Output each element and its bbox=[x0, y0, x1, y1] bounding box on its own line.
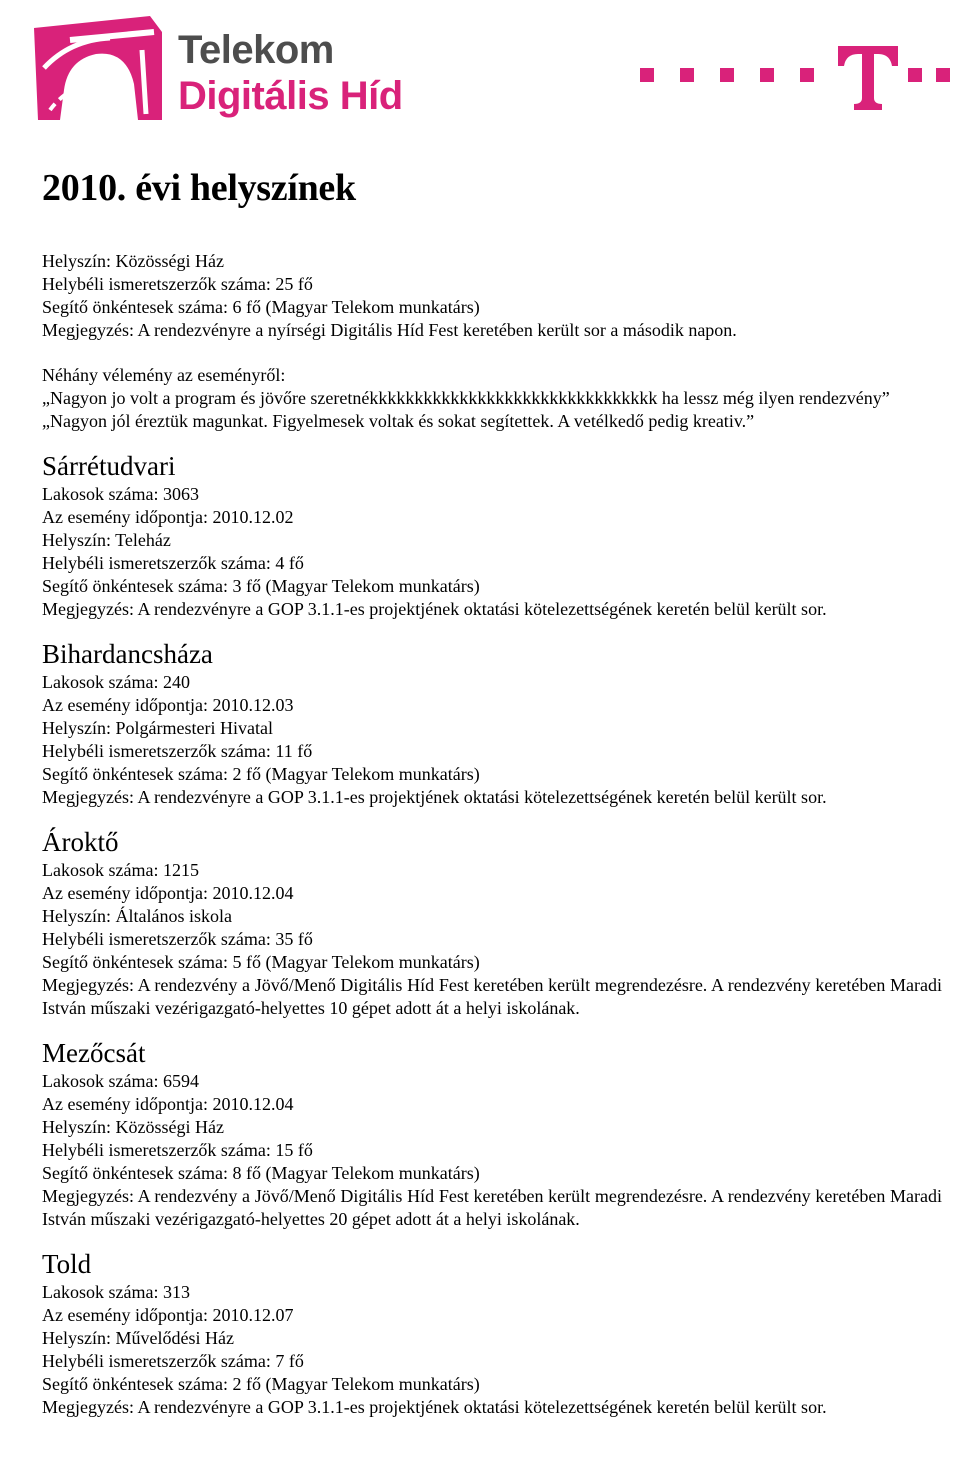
opinion-quote: „Nagyon jo volt a program és jövőre szeretnékkkkkkkkkkkkkkkkkkkkkkkkkkkkkkkk ha lessz még ilyen rendezvény” bbox=[42, 388, 890, 408]
location-megjegyzes: Megjegyzés: A rendezvényre a GOP 3.1.1-es projektjének oktatási kötelezettségének keretén belül került sor. bbox=[42, 787, 827, 807]
location-helybeli: Helybéli ismeretszerzők száma: 35 fő bbox=[42, 929, 313, 949]
location-name: Told bbox=[42, 1249, 92, 1279]
location-megjegyzes: Megjegyzés: A rendezvény a Jövő/Menő Digitális Híd Fest keretében került megrendezésre. A rendezvény keretében Maradi István műszaki vezérigazgató-helyettes 20 gépet adott át a helyi iskolának. bbox=[42, 1186, 942, 1229]
location-helybeli: Helybéli ismeretszerzők száma: 4 fő bbox=[42, 553, 304, 573]
logo-text bbox=[178, 30, 403, 116]
location-name: Mezőcsát bbox=[42, 1038, 146, 1068]
location-idopont: Az esemény időpontja: 2010.12.03 bbox=[42, 695, 294, 715]
location-helyszin: Helyszín: Polgármesteri Hivatal bbox=[42, 718, 273, 738]
location-helybeli: Helybéli ismeretszerzők száma: 7 fő bbox=[42, 1351, 304, 1371]
location-segito: Segítő önkéntesek száma: 8 fő (Magyar Telekom munkatárs) bbox=[42, 1163, 480, 1183]
bridge-road-icon bbox=[30, 10, 170, 130]
location-idopont: Az esemény időpontja: 2010.12.04 bbox=[42, 1094, 294, 1114]
location-name: Sárrétudvari bbox=[42, 451, 176, 481]
page-title: 2010. évi helyszínek bbox=[42, 167, 356, 209]
logo-line-telekom: Telekom bbox=[178, 28, 334, 72]
location-segito: Segítő önkéntesek száma: 2 fő (Magyar Telekom munkatárs) bbox=[42, 1374, 480, 1394]
opinion-quote: „Nagyon jól éreztük magunkat. Figyelmesek voltak és sokat segítettek. A vetélkedő pedig kreativ.” bbox=[42, 411, 755, 431]
logo-line-digitalis-hid: Digitális Híd bbox=[178, 74, 403, 118]
location-helyszin: Helyszín: Közösségi Ház bbox=[42, 1117, 224, 1137]
location-section bbox=[42, 637, 942, 809]
location-section bbox=[42, 825, 942, 1020]
location-section bbox=[42, 449, 942, 621]
location-segito: Segítő önkéntesek száma: 3 fő (Magyar Telekom munkatárs) bbox=[42, 576, 480, 596]
intro-segito: Segítő önkéntesek száma: 6 fő (Magyar Telekom munkatárs) bbox=[42, 297, 480, 317]
opinions-title: Néhány vélemény az eseményről: bbox=[42, 365, 286, 385]
location-segito: Segítő önkéntesek száma: 5 fő (Magyar Telekom munkatárs) bbox=[42, 952, 480, 972]
intro-megjegyzes: Megjegyzés: A rendezvényre a nyírségi Digitális Híd Fest keretében került sor a második napon. bbox=[42, 320, 737, 340]
location-helybeli: Helybéli ismeretszerzők száma: 15 fő bbox=[42, 1140, 313, 1160]
location-helyszin: Helyszín: Művelődési Ház bbox=[42, 1328, 234, 1348]
location-lakosok: Lakosok száma: 1215 bbox=[42, 860, 199, 880]
location-megjegyzes: Megjegyzés: A rendezvényre a GOP 3.1.1-es projektjének oktatási kötelezettségének keretén belül került sor. bbox=[42, 599, 827, 619]
location-megjegyzes: Megjegyzés: A rendezvény a Jövő/Menő Digitális Híd Fest keretében került megrendezésre. A rendezvény keretében Maradi István műszaki vezérigazgató-helyettes 10 gépet adott át a helyi iskolának. bbox=[42, 975, 942, 1018]
location-section bbox=[42, 1036, 942, 1231]
location-lakosok: Lakosok száma: 3063 bbox=[42, 484, 199, 504]
location-name: Ároktő bbox=[42, 827, 119, 857]
telekom-digitalis-hid-logo bbox=[30, 10, 410, 130]
intro-helyszin: Helyszín: Közösségi Ház bbox=[42, 251, 224, 271]
intro-helybeli: Helybéli ismeretszerzők száma: 25 fő bbox=[42, 274, 313, 294]
location-idopont: Az esemény időpontja: 2010.12.04 bbox=[42, 883, 294, 903]
location-helybeli: Helybéli ismeretszerzők száma: 11 fő bbox=[42, 741, 313, 761]
location-megjegyzes: Megjegyzés: A rendezvényre a GOP 3.1.1-es projektjének oktatási kötelezettségének keretén belül került sor. bbox=[42, 1397, 827, 1417]
location-name: Bihardancsháza bbox=[42, 639, 213, 669]
document-body bbox=[42, 166, 942, 1419]
location-lakosok: Lakosok száma: 6594 bbox=[42, 1071, 199, 1091]
location-helyszin: Helyszín: Teleház bbox=[42, 530, 171, 550]
intro-section bbox=[42, 250, 942, 433]
location-lakosok: Lakosok száma: 240 bbox=[42, 672, 190, 692]
location-helyszin: Helyszín: Általános iskola bbox=[42, 906, 232, 926]
location-idopont: Az esemény időpontja: 2010.12.02 bbox=[42, 507, 294, 527]
t-logo-icon bbox=[640, 44, 950, 114]
page-header bbox=[0, 0, 960, 140]
location-idopont: Az esemény időpontja: 2010.12.07 bbox=[42, 1305, 294, 1325]
location-lakosok: Lakosok száma: 313 bbox=[42, 1282, 190, 1302]
location-segito: Segítő önkéntesek száma: 2 fő (Magyar Telekom munkatárs) bbox=[42, 764, 480, 784]
location-section bbox=[42, 1247, 942, 1419]
